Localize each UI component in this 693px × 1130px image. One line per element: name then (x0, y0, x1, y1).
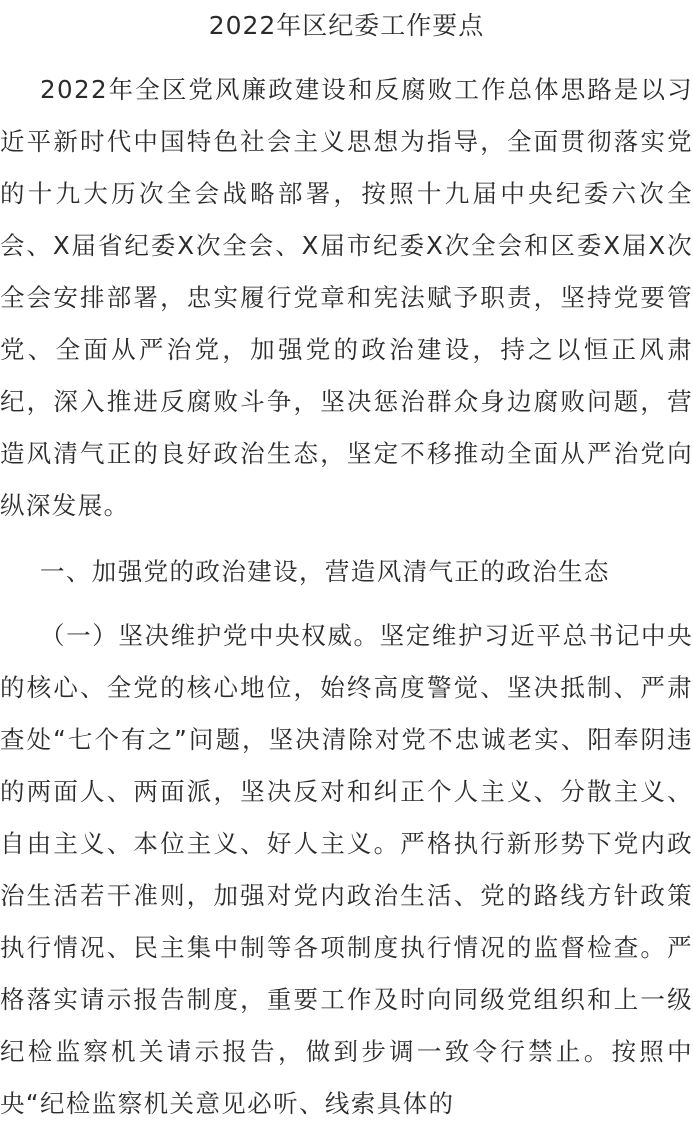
section-heading: 一、加强党的政治建设，营造风清气正的政治生态 (40, 557, 610, 586)
body-paragraph: （一）坚决维护党中央权威。坚定维护习近平总书记中央的核心、全党的核心地位，始终高度警觉、坚决抵制、严肃查处“七个有之”问题，坚决清除对党不忠诚老实、阳奉阴违的两面人、两面派，坚决反对和纠正个人主义、分散主义、自由主义、本位主义、好人主义。严格执行新形势下党内政治生活若干准则，加强对党内政治生活、党的路线方针政策执行情况、民主集中制等各项制度执行情况的监督检查。严格落实请示报告制度，重要工作及时向同级党组织和上一级纪检监察机关请示报告，做到步调一致令行禁止。按照中央“纪检监察机关意见必听、线索具体的 (0, 621, 693, 1118)
intro-paragraph: 2022年全区党风廉政建设和反腐败工作总体思路是以习近平新时代中国特色社会主义思想为指导，全面贯彻落实党的十九大历次全会战略部署，按照十九届中央纪委六次全会、X届省纪委X次全会、X届市纪委X次全会和区委X届X次全会安排部署，忠实履行党章和宪法赋予职责，坚持党要管党、全面从严治党，加强党的政治建设，持之以恒正风肃纪，深入推进反腐败斗争，坚决惩治群众身边腐败问题，营造风清气正的良好政治生态，坚定不移推动全面从严治党向纵深发展。 (0, 75, 693, 520)
document-title: 2022年区纪委工作要点 (208, 11, 485, 40)
